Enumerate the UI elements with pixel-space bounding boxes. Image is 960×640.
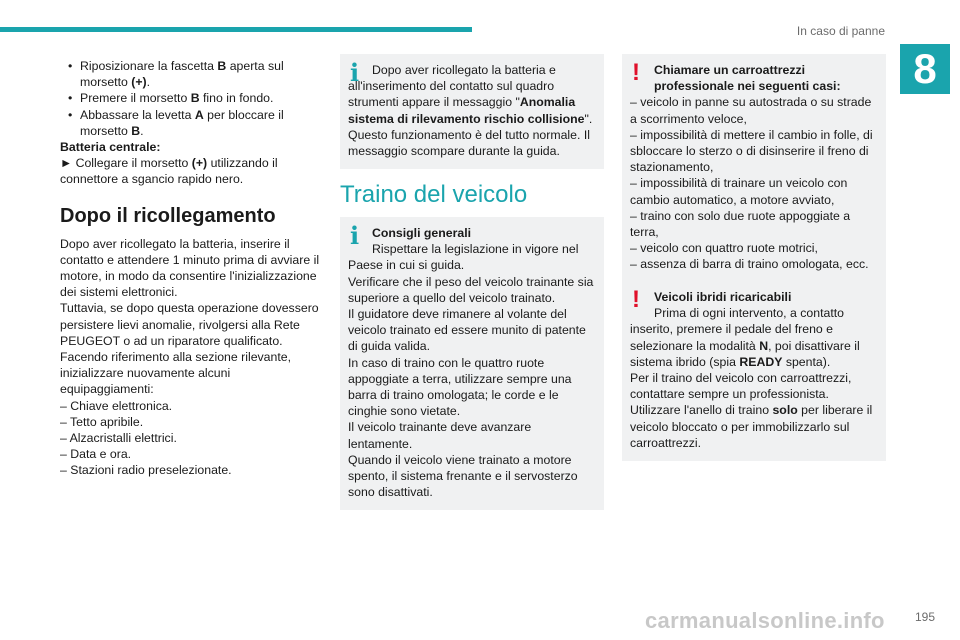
page-number: 195 bbox=[914, 610, 935, 624]
list-item: – Stazioni radio preselezionate. bbox=[60, 463, 232, 478]
box-title: Chiamare un carroattrezzi professionale nei seguenti casi: bbox=[654, 63, 841, 94]
paragraph: Dopo aver ricollegato la batteria, inserire il contatto e attendere 1 minuto prima di avviare il motore, in modo da consentire l'inizializzazione dei sistemi elettronici. bbox=[60, 236, 320, 300]
info-icon: i bbox=[350, 58, 360, 87]
info-box-reconnect: i Dopo aver ricollegato la batteria e all'inserimento del contatto sul quadro strumenti appare il messaggio "Anomalia sistema di rilevamento rischio collisione". Questo funzionamento è del tutto normale. Il messaggio scompare durante la guida. bbox=[340, 54, 604, 169]
paragraph: Tuttavia, se dopo questa operazione dovessero persistere lievi anomalie, rivolgersi alla Rete PEUGEOT o ad un riparatore qualificato. bbox=[60, 301, 319, 348]
warning-icon: ! bbox=[632, 286, 640, 313]
equipment-list bbox=[60, 398, 325, 479]
info-icon: i bbox=[350, 221, 360, 250]
header-accent-bar bbox=[0, 27, 472, 32]
list-item: – Data e ora. bbox=[60, 447, 132, 462]
warning-box-tow-truck: ! Chiamare un carroattrezzi professionale nei seguenti casi: – veicolo in panne su autostrada o su strade a scorrimento veloce, – impossibilità di mettere il cambio in folle, di sbloccare lo sterzo o di disinserire il freno di stazionamento, – impossibilità di trainare un veicolo con cambio automatico, a motore avviato, – traino con solo due ruote appoggiate a terra, – veicolo con quattro ruote motrici, – assenza di barra di traino omologata, ecc. bbox=[622, 54, 886, 283]
chapter-badge: 8 bbox=[900, 44, 950, 94]
heading-towing: Traino del veicolo bbox=[340, 181, 528, 208]
warning-icon: ! bbox=[632, 59, 640, 86]
heading-reconnection: Dopo il ricollegamento bbox=[60, 204, 276, 227]
watermark: carmanualsonline.info bbox=[645, 608, 885, 633]
box-title: Veicoli ibridi ricaricabili bbox=[654, 290, 792, 304]
bullet-list bbox=[60, 58, 325, 139]
warning-box-hybrid: ! Veicoli ibridi ricaricabili Prima di ogni intervento, a contatto inserito, premere il pedale del freno e selezionare la modalità N, poi disattivare il sistema ibrido (spia READY spenta). Per il traino del veicolo con carroattrezzi, contattare sempre un professionista. Utilizzare l'anello di traino solo per liberare il veicolo bloccato o per immobilizzarlo sul carroattrezzi. bbox=[622, 281, 886, 461]
list-item: • Abbassare la levetta A per bloccare il morsetto B. bbox=[68, 107, 284, 138]
list-item: – Alzacristalli elettrici. bbox=[60, 431, 177, 446]
central-battery-step: ► Collegare il morsetto (+) utilizzando il connettore a sgancio rapido nero. bbox=[60, 156, 278, 187]
box-title: Consigli generali bbox=[372, 226, 472, 240]
column-left bbox=[60, 58, 325, 479]
list-item: • Premere il morsetto B fino in fondo. bbox=[68, 91, 274, 106]
central-battery-label: Batteria centrale: bbox=[60, 140, 161, 155]
paragraph: Facendo riferimento alla sezione rilevante, inizializzare nuovamente alcuni equipaggiamenti: bbox=[60, 350, 292, 397]
arrow-icon: ► bbox=[60, 156, 73, 171]
info-box-towing: i Consigli generali Rispettare la legislazione in vigore nel Paese in cui si guida. Verificare che il peso del veicolo trainante sia superiore a quello del veicolo trainato. Il guidatore deve rimanere al volante del veicolo trainato ed essere munito di patente di guida valida. In caso di traino con le quattro ruote appoggiate a terra, utilizzare sempre una barra di traino omologata; le corde e le cinghie sono vietate. Il veicolo trainante deve avanzare lentamente. Quando il veicolo viene trainato a motore spento, il sistema frenante e il servosterzo sono disattivati. bbox=[340, 217, 604, 510]
list-item: – Chiave elettronica. bbox=[60, 398, 173, 413]
section-title: In caso di panne bbox=[796, 24, 885, 38]
list-item: – Tetto apribile. bbox=[60, 414, 144, 429]
list-item: • Riposizionare la fascetta B aperta sul morsetto (+). bbox=[68, 59, 284, 90]
